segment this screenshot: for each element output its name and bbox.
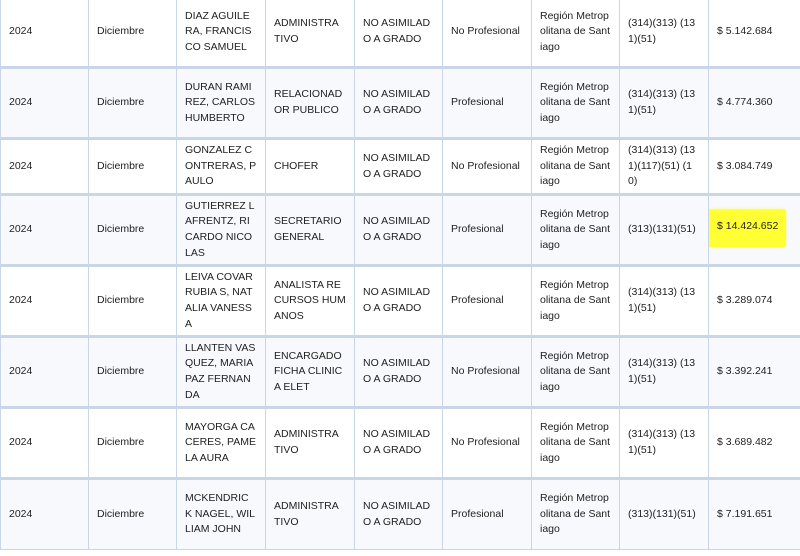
table-row <box>1 337 800 408</box>
name-cell: DIAZ AGUILERA, FRANCISCO SAMUEL <box>177 0 266 68</box>
type-cell: Profesional <box>443 195 532 266</box>
type-cell: Profesional <box>443 266 532 337</box>
role-cell: CHOFER <box>266 139 355 195</box>
highlighted-amount: $ 14.424.652 <box>709 209 786 247</box>
table-body <box>1 0 800 550</box>
type-cell: No Profesional <box>443 139 532 195</box>
name-cell: LEIVA COVARRUBIA S, NATALIA VANESSA <box>177 266 266 337</box>
month-cell: Diciembre <box>89 479 177 550</box>
role-cell: ANALISTA RECURSOS HUMANOS <box>266 266 355 337</box>
name-cell: GUTIERREZ LAFRENTZ, RICARDO NICOLAS <box>177 195 266 266</box>
name-cell: MCKENDRIC K NAGEL, WILLIAM JOHN <box>177 479 266 550</box>
region-cell: Región Metropolitana de Santiago <box>532 68 620 139</box>
type-cell: No Profesional <box>443 408 532 479</box>
year-cell: 2024 <box>1 68 89 139</box>
year-cell: 2024 <box>1 479 89 550</box>
amount-cell: $ 3.392.241 <box>709 337 800 408</box>
role-cell: RELACIONAD OR PUBLICO <box>266 68 355 139</box>
type-cell: No Profesional <box>443 0 532 68</box>
grade-cell: NO ASIMILADO A GRADO <box>355 195 443 266</box>
region-cell: Región Metropolitana de Santiago <box>532 479 620 550</box>
month-cell: Diciembre <box>89 68 177 139</box>
table-row <box>1 266 800 337</box>
codes-cell: (313)(131)(51) <box>620 479 709 550</box>
table-row <box>1 408 800 479</box>
codes-cell: (314)(313) (131)(51) <box>620 408 709 479</box>
year-cell: 2024 <box>1 266 89 337</box>
name-cell: GONZALEZ CONTRERAS, PAULO <box>177 139 266 195</box>
role-cell: SECRETARIO GENERAL <box>266 195 355 266</box>
grade-cell: NO ASIMILADO A GRADO <box>355 139 443 195</box>
month-cell: Diciembre <box>89 337 177 408</box>
table-row <box>1 68 800 139</box>
amount-cell: $ 3.084.749 <box>709 139 800 195</box>
amount-cell <box>709 195 800 266</box>
region-cell: Región Metropolitana de Santiago <box>532 408 620 479</box>
region-cell: Región Metropolitana de Santiago <box>532 337 620 408</box>
name-cell: LLANTEN VASQUEZ, MARIA PAZ FERNANDA <box>177 337 266 408</box>
codes-cell: (314)(313) (131)(51) <box>620 0 709 68</box>
table-row <box>1 139 800 195</box>
codes-cell: (314)(313) (131)(51) <box>620 337 709 408</box>
grade-cell: NO ASIMILADO A GRADO <box>355 0 443 68</box>
year-cell: 2024 <box>1 195 89 266</box>
month-cell: Diciembre <box>89 408 177 479</box>
month-cell: Diciembre <box>89 0 177 68</box>
grade-cell: NO ASIMILADO A GRADO <box>355 266 443 337</box>
region-cell: Región Metropolitana de Santiago <box>532 195 620 266</box>
region-cell: Región Metropolitana de Santiago <box>532 139 620 195</box>
codes-cell: (314)(313) (131)(117)(51) (10) <box>620 139 709 195</box>
type-cell: Profesional <box>443 479 532 550</box>
role-cell: ADMINISTRA TIVO <box>266 0 355 68</box>
amount-cell: $ 3.289.074 <box>709 266 800 337</box>
region-cell: Región Metropolitana de Santiago <box>532 266 620 337</box>
year-cell: 2024 <box>1 337 89 408</box>
year-cell: 2024 <box>1 139 89 195</box>
codes-cell: (314)(313) (131)(51) <box>620 68 709 139</box>
amount-cell: $ 5.142.684 <box>709 0 800 68</box>
grade-cell: NO ASIMILADO A GRADO <box>355 479 443 550</box>
codes-cell: (314)(313) (131)(51) <box>620 266 709 337</box>
amount-cell: $ 7.191.651 <box>709 479 800 550</box>
amount-cell: $ 3.689.482 <box>709 408 800 479</box>
region-cell: Región Metropolitana de Santiago <box>532 0 620 68</box>
codes-cell: (313)(131)(51) <box>620 195 709 266</box>
table-row <box>1 0 800 68</box>
table-row <box>1 195 800 266</box>
name-cell: MAYORGA CACERES, PAMELA AURA <box>177 408 266 479</box>
grade-cell: NO ASIMILADO A GRADO <box>355 68 443 139</box>
grade-cell: NO ASIMILADO A GRADO <box>355 337 443 408</box>
month-cell: Diciembre <box>89 195 177 266</box>
month-cell: Diciembre <box>89 139 177 195</box>
type-cell: No Profesional <box>443 337 532 408</box>
role-cell: ADMINISTRA TIVO <box>266 408 355 479</box>
role-cell: ADMINISTRA TIVO <box>266 479 355 550</box>
table-row <box>1 479 800 550</box>
amount-cell: $ 4.774.360 <box>709 68 800 139</box>
name-cell: DURAN RAMIREZ, CARLOS HUMBERTO <box>177 68 266 139</box>
month-cell: Diciembre <box>89 266 177 337</box>
type-cell: Profesional <box>443 68 532 139</box>
year-cell: 2024 <box>1 0 89 68</box>
grade-cell: NO ASIMILADO A GRADO <box>355 408 443 479</box>
year-cell: 2024 <box>1 408 89 479</box>
role-cell: ENCARGADO FICHA CLINICA ELET <box>266 337 355 408</box>
